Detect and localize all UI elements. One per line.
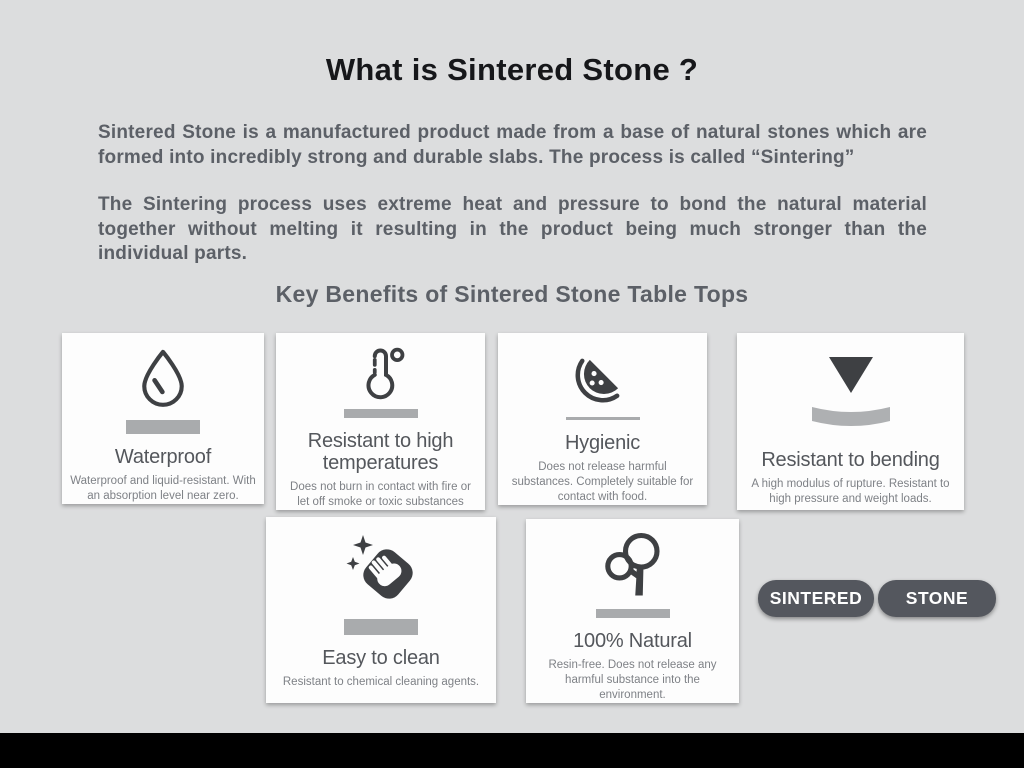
slab-bar bbox=[126, 420, 200, 434]
intro-paragraph-1: Sintered Stone is a manufactured product made from a base of natural stones which are formed into incredibly strong and durable slabs. The process is called “Sintering” bbox=[98, 122, 927, 168]
benefit-card-temperature bbox=[276, 333, 485, 510]
card-description: Does not release harmful substances. Completely suitable for contact with food. bbox=[511, 461, 694, 503]
footer-black-bar bbox=[0, 733, 1024, 768]
card-description: A high modulus of rupture. Resistant to high pressure and weight loads. bbox=[751, 478, 950, 505]
card-title: Waterproof bbox=[114, 446, 212, 468]
intro-paragraph-2: The Sintering process uses extreme heat and pressure to bond the natural material together without melting it resulting in the product being much stronger than the individual parts. bbox=[98, 194, 927, 264]
card-description: Does not burn in contact with fire or let off smoke or toxic substances bbox=[290, 481, 471, 508]
card-description: Resistant to chemical cleaning agents. bbox=[282, 676, 480, 688]
slab-bar bbox=[596, 609, 670, 618]
page-title: What is Sintered Stone ? bbox=[325, 52, 699, 87]
benefit-card-hygienic bbox=[498, 333, 707, 505]
slab-bar bbox=[566, 417, 640, 420]
intro-text bbox=[98, 121, 927, 267]
cleaning-hand-icon bbox=[341, 531, 421, 611]
card-title: Hygienic bbox=[564, 432, 641, 454]
slab-bar bbox=[344, 409, 418, 418]
benefit-card-easy-clean bbox=[266, 517, 496, 703]
card-title: Easy to clean bbox=[322, 647, 440, 669]
bending-pressure-icon bbox=[803, 347, 899, 439]
card-description: Resin-free. Does not release any harmful substance into the environment. bbox=[548, 659, 717, 701]
watermelon-slice-icon bbox=[571, 347, 635, 411]
waterproof-droplet-icon bbox=[132, 346, 194, 412]
card-title: Resistant to bending bbox=[761, 449, 940, 471]
card-title: Resistant to high temperatures bbox=[307, 430, 454, 474]
benefit-card-waterproof bbox=[62, 333, 264, 504]
tree-icon bbox=[597, 531, 669, 603]
slab-bar bbox=[344, 619, 418, 635]
benefit-card-bending bbox=[737, 333, 964, 510]
benefit-card-natural bbox=[526, 519, 739, 703]
brand-badge-sintered: SINTERED bbox=[758, 580, 874, 617]
brand-badge-stone: STONE bbox=[878, 580, 996, 617]
benefits-heading: Key Benefits of Sintered Stone Table Tops bbox=[275, 281, 749, 307]
card-title: 100% Natural bbox=[573, 630, 692, 652]
thermometer-icon bbox=[351, 343, 411, 403]
card-description: Waterproof and liquid-resistant. With an absorption level near zero. bbox=[70, 475, 256, 502]
